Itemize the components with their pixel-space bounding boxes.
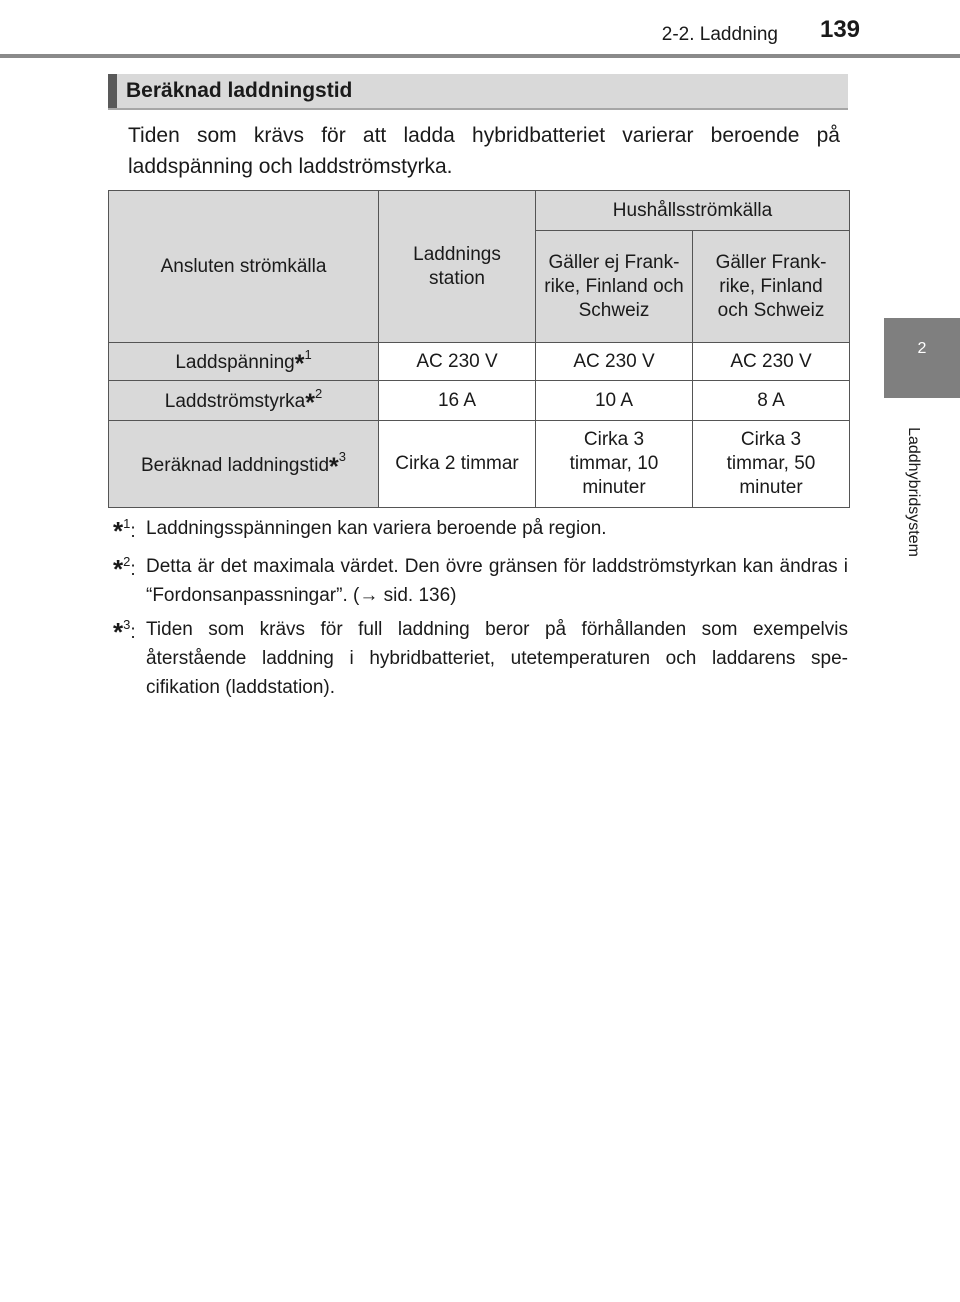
chapter-title: Laddhybridsystem <box>905 427 922 557</box>
cell-household-b: 8 A <box>693 381 850 421</box>
header-connected-source: Ansluten strömkälla <box>109 191 379 343</box>
header-household-including: Gäller Frank-rike, Finland och Schweiz <box>693 231 850 343</box>
chapter-number: 2 <box>917 340 927 357</box>
cell-household-b: AC 230 V <box>693 343 850 381</box>
header-household-excluding: Gäller ej Frank-rike, Finland och Schweiz <box>536 231 693 343</box>
cell-household-a: AC 230 V <box>536 343 693 381</box>
chapter-tab <box>884 318 960 398</box>
footnote-1 <box>113 514 848 546</box>
section-heading-accent <box>108 74 117 108</box>
row-label: Laddspänning*$^1$ <box>109 343 379 381</box>
cell-station: 16 A <box>379 381 536 421</box>
charging-time-table <box>108 190 850 508</box>
page-number: 139 <box>819 16 861 43</box>
section-heading-bar <box>108 74 848 110</box>
row-label: Beräknad laddningstid*$^3$ <box>109 421 379 508</box>
row-label: Laddströmstyrka*$^2$ <box>109 381 379 421</box>
footnote-2 <box>113 552 848 610</box>
intro-paragraph: Tiden som krävs för att ladda hybridbatteriet varierar beroende på laddspänning och laddströmstyrka. <box>128 124 840 178</box>
footnote-text: Laddningsspänningen kan variera beroende på region. <box>146 518 607 539</box>
section-title: Beräknad laddningstid <box>126 79 353 102</box>
footnote-mark: *$^2$: <box>113 553 136 584</box>
footnote-mark: *$^3$: <box>113 616 136 647</box>
cell-household-a: Cirka 3 timmar, 10 minuter <box>536 421 693 508</box>
table-row <box>109 421 850 508</box>
cell-station: Cirka 2 timmar <box>379 421 536 508</box>
table-row <box>109 343 850 381</box>
footnote-3 <box>113 615 848 702</box>
header-household-source: Hushållsströmkälla <box>536 191 850 231</box>
header-charging-station: Laddnings station <box>379 191 536 343</box>
section-label: 2-2. Laddning <box>661 24 778 45</box>
cell-station: AC 230 V <box>379 343 536 381</box>
footnote-text: Tiden som krävs för full laddning beror på förhållanden som exempelvis återstående laddning i hybridbatteriet, utetemperaturen och laddarens spe-cifikation (laddstation). <box>146 619 848 698</box>
table-row <box>109 381 850 421</box>
header-rule <box>0 54 960 58</box>
cell-household-b: Cirka 3 timmar, 50 minuter <box>693 421 850 508</box>
footnote-text: Detta är det maximala värdet. Den övre gränsen för laddströmstyrkan kan ändras i “Fordonsanpassningar”. (→ sid. 136) <box>146 556 848 606</box>
footnote-mark: *$^1$: <box>113 515 136 546</box>
cell-household-a: 10 A <box>536 381 693 421</box>
